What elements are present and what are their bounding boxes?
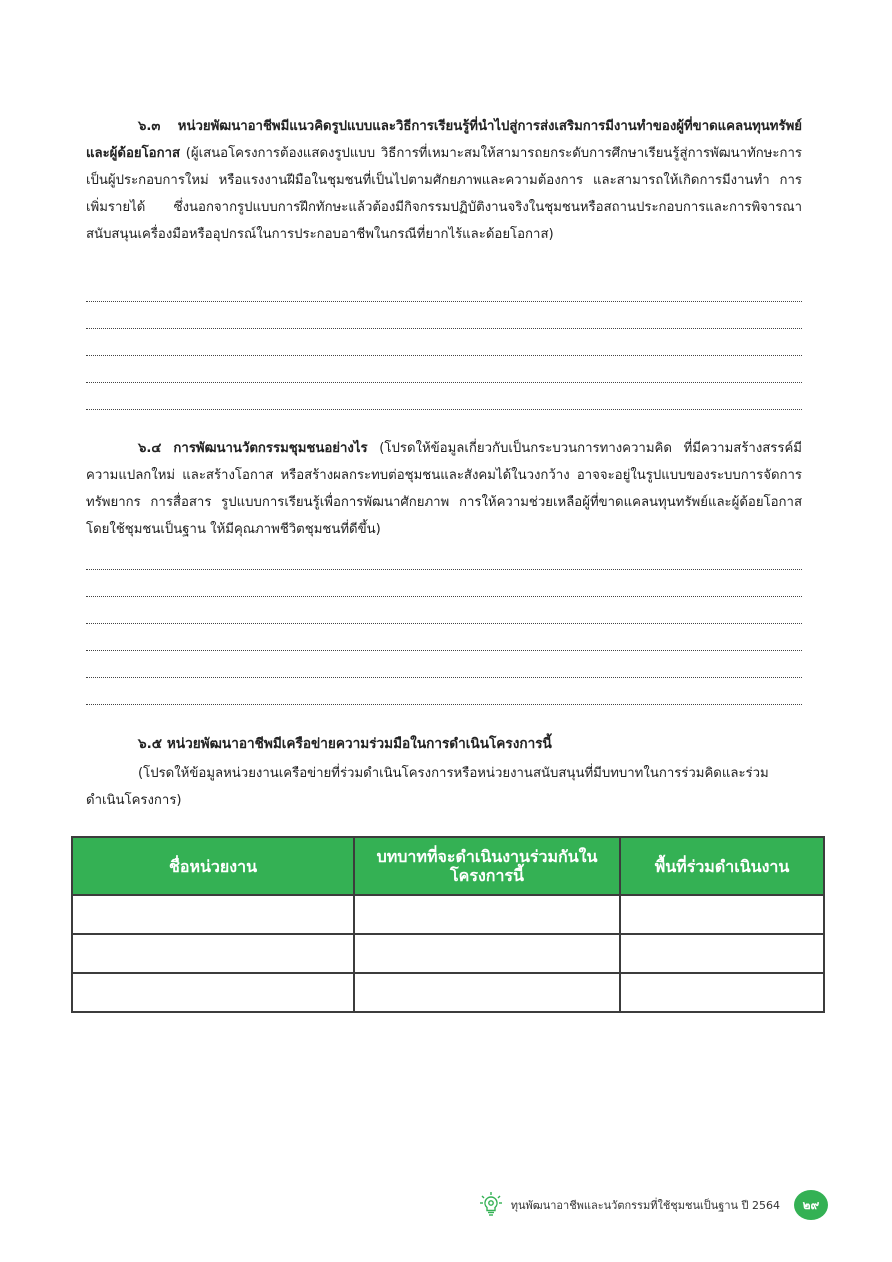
table-cell[interactable] xyxy=(354,895,620,934)
section-63-paragraph xyxy=(86,113,802,248)
table-cell[interactable] xyxy=(354,973,620,1012)
answer-line[interactable] xyxy=(86,329,802,356)
table-row xyxy=(72,895,824,934)
header-organization-name: ชื่อหน่วยงาน xyxy=(72,837,354,895)
partner-network-table xyxy=(71,836,825,1013)
section-63-body: (ผู้เสนอโครงการต้องแสดงรูปแบบ วิธีการที่เหมาะสมให้สามารถยกระดับการศึกษาเรียนรู้สู่การพัฒนาทักษะการเป็นผู้ประกอบการใหม่ หรือแรงงานฝีมือในชุมชนที่เป็นไปตามศักยภาพและความต้องการ และสามารถให้เกิดการมีงานทำ การเพิ่มรายได้ ซึ่งนอกจากรูปแบบการฝึกทักษะแล้วต้องมีกิจกรรมปฏิบัติงานจริงในชุมชนหรือสถานประกอบการและการพิจารณาสนับสนุนเครื่องมือหรืออุปกรณ์ในการประกอบอาชีพในกรณีที่ยากไร้และด้อยโอกาส) xyxy=(86,146,802,242)
answer-line[interactable] xyxy=(86,356,802,383)
answer-line[interactable] xyxy=(86,543,802,570)
footer-title: ทุนพัฒนาอาชีพและนวัตกรรมที่ใช้ชุมชนเป็นฐาน ปี 2564 xyxy=(510,1199,780,1212)
page-footer xyxy=(479,1190,828,1220)
table-cell[interactable] xyxy=(72,973,354,1012)
table-header-row xyxy=(72,837,824,895)
section-63-heading: ๖.๓ หน่วยพัฒนาอาชีพมีแนวคิดรูปแบบและวิธีการเรียนรู้ที่นำไปสู่การส่งเสริมการมีงานทำของผู้ที่ขาดแคลนทุนทรัพย์และผู้ด้อยโอกาส xyxy=(86,119,802,161)
table-row xyxy=(72,973,824,1012)
answer-line[interactable] xyxy=(86,275,802,302)
answer-line[interactable] xyxy=(86,570,802,597)
page-number-badge: ๒๙ xyxy=(794,1190,828,1220)
header-operating-area: พื้นที่ร่วมดำเนินงาน xyxy=(620,837,824,895)
section-63-answer-lines[interactable] xyxy=(86,275,802,410)
answer-line[interactable] xyxy=(86,651,802,678)
section-65-body: (โปรดให้ข้อมูลหน่วยงานเครือข่ายที่ร่วมดำเนินโครงการหรือหน่วยงานสนับสนุนที่มีบทบาทในการร่วมคิดและร่วมดำเนินโครงการ) xyxy=(86,766,769,808)
header-role: บทบาทที่จะดำเนินงานร่วมกันในโครงการนี้ xyxy=(354,837,620,895)
section-65-paragraph xyxy=(86,760,802,814)
table-cell[interactable] xyxy=(72,934,354,973)
section-64-paragraph xyxy=(86,435,802,543)
answer-line[interactable] xyxy=(86,624,802,651)
section-64-heading: ๖.๔ การพัฒนานวัตกรรมชุมชนอย่างไร xyxy=(138,441,368,456)
answer-line[interactable] xyxy=(86,678,802,705)
section-64-answer-lines[interactable] xyxy=(86,543,802,705)
answer-line[interactable] xyxy=(86,597,802,624)
section-65-heading: ๖.๕ หน่วยพัฒนาอาชีพมีเครือข่ายความร่วมมือในการดำเนินโครงการนี้ xyxy=(138,736,552,752)
section-64-body: (โปรดให้ข้อมูลเกี่ยวกับเป็นกระบวนการทางความคิด ที่มีความสร้างสรรค์มีความแปลกใหม่ และสร้างโอกาส หรือสร้างผลกระทบต่อชุมชนและสังคมได้ในวงกว้าง อาจจะอยู่ในรูปแบบของระบบการจัดการ ทรัพยากร การสื่อสาร รูปแบบการเรียนรู้เพื่อการพัฒนาศักยภาพ การให้ความช่วยเหลือผู้ที่ขาดแคลนทุนทรัพย์และผู้ด้อยโอกาสโดยใช้ชุมชนเป็นฐาน ให้มีคุณภาพชีวิตชุมชนที่ดีขึ้น) xyxy=(86,441,802,537)
table-cell[interactable] xyxy=(620,973,824,1012)
answer-line[interactable] xyxy=(86,302,802,329)
table-cell[interactable] xyxy=(620,934,824,973)
table-cell[interactable] xyxy=(72,895,354,934)
table-cell[interactable] xyxy=(620,895,824,934)
answer-line[interactable] xyxy=(86,383,802,410)
table-cell[interactable] xyxy=(354,934,620,973)
lightbulb-gear-icon xyxy=(479,1191,503,1219)
table-row xyxy=(72,934,824,973)
